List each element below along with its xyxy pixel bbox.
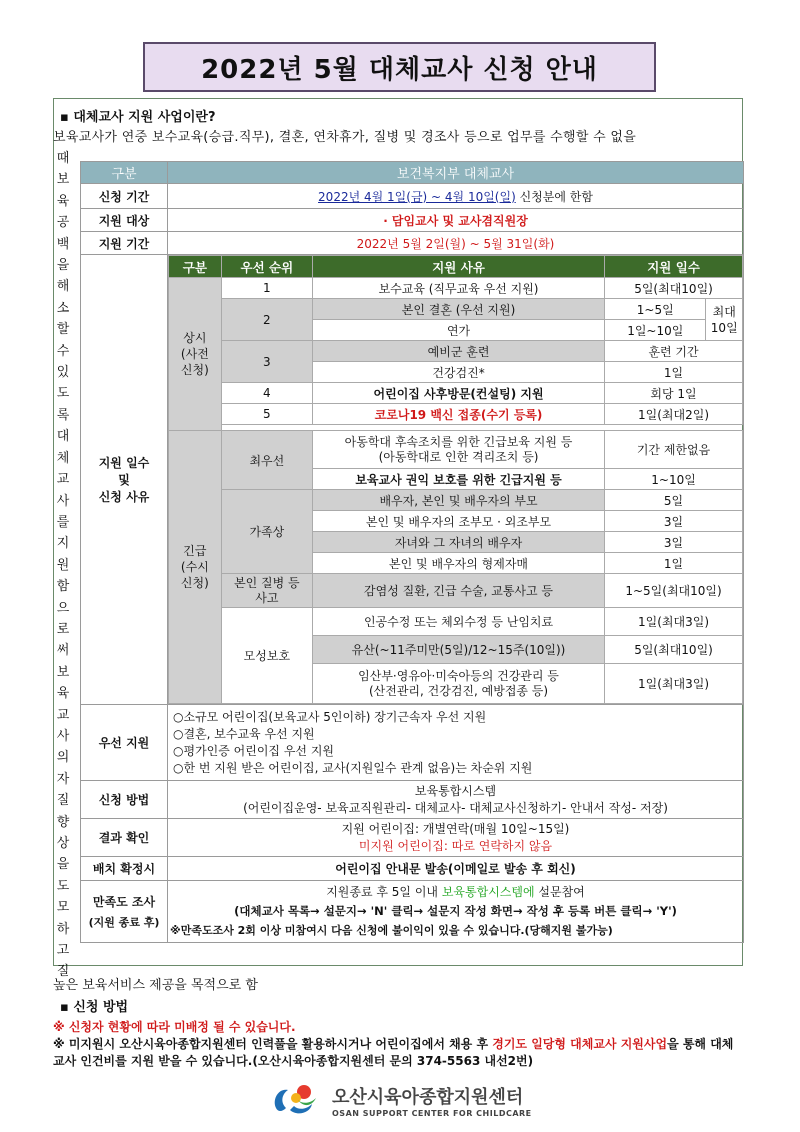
- vertical-char: 체: [56, 450, 70, 466]
- rank-3: 3: [221, 341, 312, 383]
- days-infertility: 1일(최대3일): [605, 608, 743, 636]
- vertical-char: 질: [56, 964, 70, 980]
- days-family-1: 5일: [605, 490, 743, 511]
- days-training: 5일(최대10일): [605, 278, 743, 299]
- survey-label-line1: 만족도 조사: [92, 895, 156, 909]
- vertical-char: 대: [56, 429, 70, 445]
- vertical-char: 때: [56, 151, 70, 166]
- vertical-char: 을: [56, 857, 70, 873]
- logo-name: 오산시육아종합지원센터: [332, 1086, 524, 1108]
- reason-reserve-training: 예비군 훈련: [313, 341, 605, 362]
- priority-item: ○평가인증 어린이집 우선 지원: [173, 743, 335, 758]
- note-alternative: [53, 1036, 743, 1070]
- inner-header-category: 구분: [169, 256, 222, 278]
- apply-period-suffix: 신청분에 한함: [515, 189, 593, 204]
- family-label: 가족상: [221, 490, 312, 574]
- vertical-char: 질: [56, 793, 70, 809]
- illness-row: [169, 574, 743, 608]
- reason-family-2: 본인 및 배우자의 조부모 · 외조부모: [313, 511, 605, 532]
- days-health-management: 1일(최대3일): [605, 664, 743, 704]
- days-reserve-training: 훈련 기간: [605, 341, 743, 362]
- vertical-char: 도: [56, 386, 70, 402]
- days-rights-protection: 1~10일: [605, 469, 743, 490]
- note2-a: ※ 미지원시 오산시육아종합지원센터 인력풀을 활용하시거나 어린이집에서 채용 후: [53, 1037, 493, 1051]
- vertical-char: 로: [56, 621, 70, 637]
- header-category: 구분: [81, 162, 168, 184]
- logo-mark-icon: [270, 1080, 326, 1120]
- vertical-char: 수: [56, 343, 70, 359]
- vertical-char: 있: [56, 365, 70, 381]
- reason-health-management: 임산부·영유아·미숙아등의 건강관리 등 (산전관리, 건강검진, 예방접종 등): [313, 664, 605, 704]
- priority-item: ○소규모 어린이집(보육교사 5인이하) 장기근속자 우선 지원: [173, 709, 487, 724]
- note2-c: 을 통해 대체교사 인건비를 지원 받을 수 있습니다.(오산시육아종합지원센터 문의 374-5563 내선2번): [53, 1037, 734, 1068]
- vertical-char: 를: [56, 514, 70, 530]
- priority-list: [168, 705, 744, 781]
- vertical-char: 보: [56, 172, 70, 188]
- days-health-checkup: 1일: [605, 362, 743, 383]
- vertical-char: 고: [56, 943, 70, 959]
- days-family-3: 3일: [605, 532, 743, 553]
- support-days-row: [81, 255, 744, 705]
- days-family-4: 1일: [605, 553, 743, 574]
- reason-family-4: 본인 및 배우자의 형제자매: [313, 553, 605, 574]
- inner-header-row: [169, 256, 743, 278]
- priority-label: 우선 지원: [81, 705, 168, 781]
- section-apply-method: ▪ 신청 방법: [60, 1000, 129, 1015]
- confirm-label: 배치 확정시: [81, 857, 168, 881]
- vertical-char: 향: [56, 814, 70, 830]
- survey-row: [81, 881, 744, 943]
- reason-family-3: 자녀와 그 자녀의 배우자: [313, 532, 605, 553]
- days-covid-vaccine: 1일(최대2일): [605, 404, 743, 425]
- inner-header-days: 지원 일수: [605, 256, 743, 278]
- result-value: [168, 819, 744, 857]
- support-period-row: [81, 232, 744, 255]
- rank-2: 2: [221, 299, 312, 341]
- emergency-label: 긴급 (수시 신청): [169, 431, 222, 704]
- vertical-char: 으: [56, 600, 70, 616]
- intro-heading: ▪ 대체교사 지원 사업이란?: [60, 110, 216, 125]
- vertical-char: 할: [56, 322, 70, 338]
- vertical-char: 원: [56, 557, 70, 573]
- priority-row: [81, 705, 744, 781]
- reason-family-1: 배우자, 본인 및 배우자의 부모: [313, 490, 605, 511]
- method-label: 신청 방법: [81, 781, 168, 819]
- vertical-char: 육: [56, 193, 70, 209]
- family-row-1: [169, 490, 743, 511]
- regular-row-1: [169, 278, 743, 299]
- reason-covid-vaccine: 코로나19 백신 접종(수기 등록): [313, 404, 605, 425]
- days-illness: 1~5일(최대10일): [605, 574, 743, 608]
- rank-5: 5: [221, 404, 312, 425]
- method-line1: 보육통합시스템: [414, 783, 497, 798]
- top-priority-label: 최우선: [221, 431, 312, 490]
- support-days-table: [168, 255, 743, 704]
- priority-item: ○결혼, 보수교육 우선 지원: [173, 726, 315, 741]
- intro-vertical-text: [53, 148, 73, 983]
- reason-annual-leave: 연가: [313, 320, 605, 341]
- apply-period-link[interactable]: 2022년 4월 1일(금) ~ 4월 10일(일): [318, 189, 516, 204]
- days-consulting: 회당 1일: [605, 383, 743, 404]
- intro-closing: 높은 보육서비스 제공을 목적으로 함: [53, 978, 258, 993]
- survey-line2: (대체교사 목록→ 설문지→ 'N' 클릭→ 설문지 작성 화면→ 작성 후 등록 버튼 클릭→ 'Y'): [234, 904, 677, 918]
- regular-row-4: [169, 383, 743, 404]
- apply-period-label: 신청 기간: [81, 184, 168, 209]
- vertical-char: 하: [56, 921, 70, 937]
- reason-child-abuse: 아동학대 후속조치를 위한 긴급보육 지원 등 (아동학대로 인한 격리조치 등): [313, 431, 605, 469]
- days-label-line3: 신청 사유: [98, 490, 150, 504]
- days-label-line2: 및: [118, 473, 130, 487]
- method-value: [168, 781, 744, 819]
- vertical-char: 해: [56, 279, 70, 295]
- confirm-value: 어린이집 안내문 발송(이메일로 발송 후 회신): [168, 857, 744, 881]
- vertical-char: 을: [56, 258, 70, 274]
- survey-line1-c: 설문참여: [534, 885, 585, 899]
- target-value: · 담임교사 및 교사겸직원장: [168, 209, 744, 232]
- intro-text: 보육교사가 연중 보수교육(승급.직무), 결혼, 연차휴가, 질병 및 경조사 등으로 업무를 수행할 수 없을: [53, 130, 637, 145]
- result-line2: 미지원 어린이집: 따로 연락하지 않음: [358, 838, 553, 853]
- support-period-label-text: 지원 기간: [98, 236, 150, 251]
- rank-4: 4: [221, 383, 312, 404]
- title-box: [143, 42, 656, 92]
- days-miscarriage: 5일(최대10일): [605, 636, 743, 664]
- survey-system-link[interactable]: 보육통합시스템에: [441, 885, 535, 899]
- survey-line3: ※만족도조사 2회 이상 미참여시 다음 신청에 불이익이 있을 수 있습니다.(당해지원 불가능): [170, 924, 613, 937]
- days-max-10: 최대 10일: [706, 299, 743, 341]
- regular-row-2a: [169, 299, 743, 320]
- vertical-char: 함: [56, 579, 70, 595]
- main-header-row: [81, 162, 744, 184]
- vertical-char: 육: [56, 686, 70, 702]
- confirm-row: [81, 857, 744, 881]
- target-row: [81, 209, 744, 232]
- rank-1: 1: [221, 278, 312, 299]
- inner-header-reason: 지원 사유: [313, 256, 605, 278]
- reason-rights-protection: 보육교사 권익 보호를 위한 긴급지원 등: [313, 469, 605, 490]
- vertical-char: 모: [56, 900, 70, 916]
- survey-value: [168, 881, 744, 943]
- logo-text: [332, 1083, 532, 1118]
- result-label: 결과 확인: [81, 819, 168, 857]
- reason-training: 보수교육 (직무교육 우선 지원): [313, 278, 605, 299]
- header-value: 보건복지부 대체교사: [168, 162, 744, 184]
- apply-period-row: [81, 184, 744, 209]
- maternity-label: 모성보호: [221, 608, 312, 704]
- center-logo: [270, 1080, 532, 1120]
- survey-line1: [170, 883, 741, 902]
- support-period-label: [81, 232, 168, 255]
- reason-infertility: 인공수정 또는 체외수정 등 난임치료: [313, 608, 605, 636]
- vertical-char: 공: [56, 215, 70, 231]
- target-label: 지원 대상: [81, 209, 168, 232]
- note2-program: 경기도 일당형 대체교사 지원사업: [492, 1037, 668, 1051]
- vertical-char: 교: [56, 707, 70, 723]
- vertical-char: 써: [56, 643, 70, 659]
- result-line1: 지원 어린이집: 개별연락(매월 10일~15일): [341, 821, 570, 836]
- reason-consulting: 어린이집 사후방문(컨설팅) 지원: [313, 383, 605, 404]
- days-marriage: 1~5일: [605, 299, 706, 320]
- vertical-char: 도: [56, 878, 70, 894]
- inner-header-rank: 우선 순위: [221, 256, 312, 278]
- page-title: 2022년 5월 대체교사 신청 안내: [201, 54, 598, 85]
- vertical-char: 자: [56, 771, 70, 787]
- note-unassigned: ※ 신청자 현황에 따라 미배정 될 수 있습니다.: [53, 1020, 296, 1034]
- survey-label-line2: (지원 종료 후): [88, 916, 160, 929]
- reason-miscarriage: 유산(~11주미만(5일)/12~15주(10일)): [313, 636, 605, 664]
- vertical-char: 백: [56, 236, 70, 252]
- regular-row-5: [169, 404, 743, 425]
- reason-health-checkup: 건강검진*: [313, 362, 605, 383]
- support-period-value: 2022년 5월 2일(월) ~ 5월 31일(화): [168, 232, 744, 255]
- priority-item: ○한 번 지원 받은 어린이집, 교사(지원일수 관계 없음)는 차순위 지원: [173, 760, 533, 775]
- support-days-label: [81, 255, 168, 705]
- regular-label: 상시 (사전 신청): [169, 278, 222, 431]
- survey-label: [81, 881, 168, 943]
- vertical-char: 소: [56, 300, 70, 316]
- days-label-line1: 지원 일수: [98, 456, 150, 470]
- vertical-char: 사: [56, 493, 70, 509]
- logo-subtitle: OSAN SUPPORT CENTER FOR CHILDCARE: [332, 1108, 532, 1118]
- vertical-char: 의: [56, 750, 70, 766]
- emergency-row-1: [169, 431, 743, 469]
- vertical-char: 보: [56, 664, 70, 680]
- survey-line1-a: 지원종료 후 5일 이내: [326, 885, 442, 899]
- result-row: [81, 819, 744, 857]
- maternity-row-1: [169, 608, 743, 636]
- main-table: [80, 161, 744, 943]
- method-line2: (어린이집운영- 보육교직원관리- 대체교사- 대체교사신청하기- 안내서 작성- 저장): [243, 800, 668, 815]
- vertical-char: 교: [56, 472, 70, 488]
- vertical-char: 상: [56, 836, 70, 851]
- illness-label: 본인 질병 등 사고: [221, 574, 312, 608]
- reason-marriage: 본인 결혼 (우선 지원): [313, 299, 605, 320]
- vertical-char: 지: [56, 536, 70, 552]
- method-row: [81, 781, 744, 819]
- days-annual-leave: 1일~10일: [605, 320, 706, 341]
- days-family-2: 3일: [605, 511, 743, 532]
- vertical-char: 사: [56, 728, 70, 744]
- vertical-char: 록: [56, 407, 70, 423]
- days-child-abuse: 기간 제한없음: [605, 431, 743, 469]
- regular-row-3a: [169, 341, 743, 362]
- support-days-cell: [168, 255, 744, 705]
- reason-illness: 감염성 질환, 긴급 수술, 교통사고 등: [313, 574, 605, 608]
- apply-period-value: [168, 184, 744, 209]
